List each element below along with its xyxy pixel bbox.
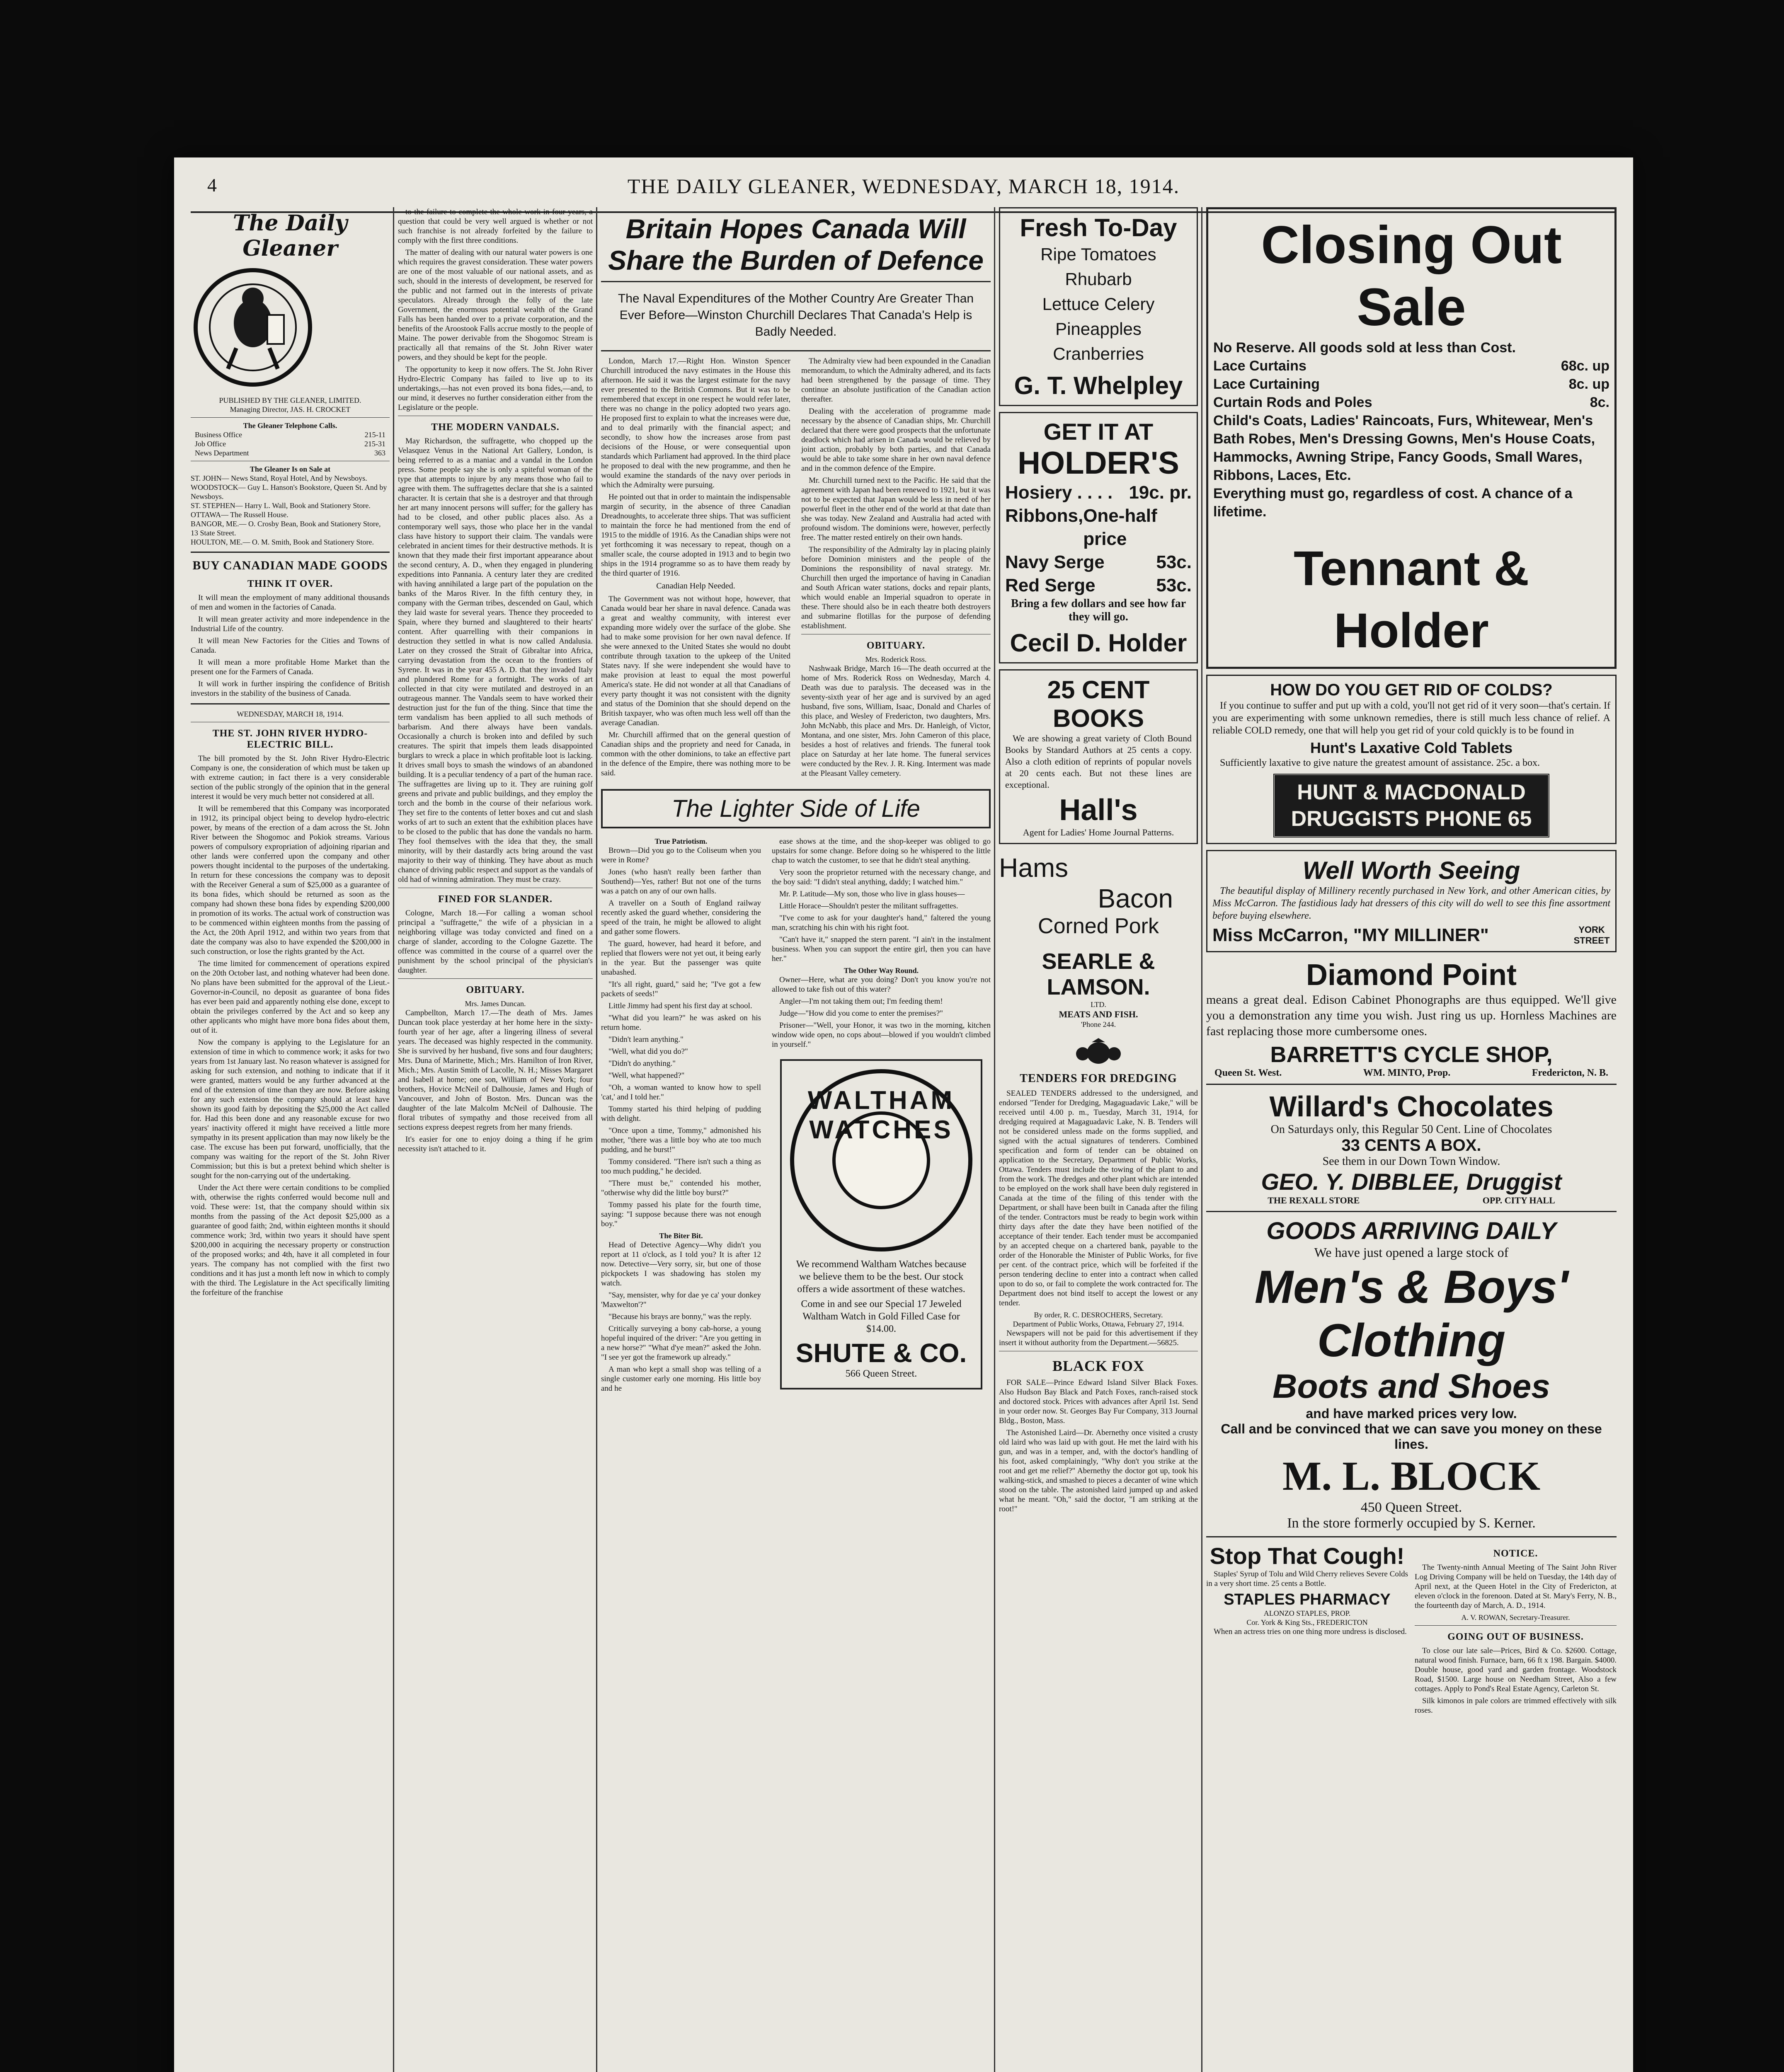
- royal-arms-icon: [1074, 1037, 1123, 1066]
- whelpley-firm: G. T. Whelpley: [1014, 372, 1183, 399]
- joke-line: "Say, mensister, why for dae ye ca' your donkey 'Maxwelton'?": [601, 1291, 761, 1309]
- chocolates-text: On Saturdays only, this Regular 50 Cent. Line of Chocolates: [1270, 1123, 1552, 1136]
- publisher: PUBLISHED BY THE GLEANER, LIMITED.: [219, 396, 361, 404]
- obituary-headline: OBITUARY.: [466, 985, 525, 995]
- ml-block-firm: M. L. BLOCK: [1282, 1453, 1541, 1499]
- editorial-paragraph: The opportunity to keep it now offers. The St. John River Hydro-Electric Company has failed to live up to its undertakings,—has not even proved its bona fides,—and, to our mind, it deserves no further consideration either from the Legislature or the people.: [398, 365, 593, 412]
- joke-line: Head of Detective Agency—Why didn't you report at 11 o'clock, as I told you? It is after 12 now. Detective—Very sorry, sir, but one of those pickpockets I was shadowing has stolen my watch.: [601, 1241, 761, 1288]
- article-subhead: Canadian Help Needed.: [656, 581, 735, 591]
- tennant-holder-firm: Tennant & Holder: [1293, 541, 1529, 658]
- notice-ad: [1415, 1542, 1617, 1718]
- watch-ad-offer: Come in and see our Special 17 Jeweled Waltham Watch in Gold Filled Case for $14.00.: [801, 1299, 962, 1334]
- notice-signature: A. V. ROWAN, Secretary-Treasurer.: [1461, 1613, 1570, 1622]
- lead-article: [601, 356, 991, 781]
- masthead: THE DAILY GLEANER, WEDNESDAY, MARCH 18, 1914.: [627, 174, 1180, 198]
- willards-chocolates: Willard's Chocolates: [1269, 1090, 1554, 1123]
- joke-line: The guard, however, had heard it before, and replied that flowers were not yet out, it being early in the year. But the passenger was quite unabashed.: [601, 939, 761, 977]
- mccarron-footer: [1212, 925, 1610, 946]
- joke-line: "What did you learn?" he was asked on his return home.: [601, 1014, 761, 1032]
- telephone-row: News Department 363: [195, 449, 385, 457]
- divider: [1206, 1536, 1617, 1537]
- chocolates-note: See them in our Down Town Window.: [1322, 1155, 1500, 1168]
- goods-text: We have just opened a large stock of: [1314, 1245, 1509, 1260]
- lead-headline-line-2: Share the Burden of Defence: [608, 245, 984, 276]
- editorial-paragraph: The matter of dealing with our natural water powers is one which requires the gravest consideration. These water powers are one of the most valuable of our national assets, and as such, should in the interests of development, be reserved for the public and not farmed out in the interests of private speculators. Already through the folly of the late Government, the enormous potential wealth of the Grand Falls has been handed over to a private corporation, and the benefits of the Aroostook Falls accrue mostly to the people of Maine. The power derivable from the Shogomoc Stream is practically all that remains of the St. John River water powers, and they should be kept for the people.: [398, 248, 593, 362]
- divider: [191, 552, 390, 553]
- halls-books-ad: [999, 669, 1198, 844]
- sale-line: Lace Curtains 68c. up: [1213, 358, 1609, 374]
- column-5: [1206, 207, 1617, 1718]
- watch-ad-text: We recommend Waltham Watches because we believe them to be the best. Our stock offers a wide assortment of these watches.: [796, 1259, 967, 1295]
- joke-line: Prisoner—"Well, your Honor, it was two in the morning, kitchen window wide open, no cops about—blowed if you wouldn't climbed in yourself.": [772, 1021, 991, 1049]
- closing-out-sale-ad: [1206, 207, 1617, 669]
- joke-line: Little Horace—Shouldn't pester the militant suffragettes.: [779, 902, 958, 910]
- fresh-item: Pineapples: [1055, 319, 1142, 339]
- telephone-row: Business Office 215-11: [195, 431, 385, 439]
- column-rule: [393, 207, 394, 2072]
- column-3: [601, 207, 991, 1399]
- think-line: It will mean a more profitable Home Market than the present one for the Farmers of Canada.: [191, 658, 390, 676]
- joke-line: A traveller on a South of England railway recently asked the guard whether, considering the speed of the train, he might be allowed to alight and gather some flowers.: [601, 899, 761, 936]
- on-sale-item: BANGOR, ME.— O. Crosby Bean, Book and Stationery Store, 13 State Street.: [191, 520, 381, 537]
- think-line: It will work in further inspiring the confidence of British investors in the stability of the business of Canada.: [191, 680, 390, 698]
- black-fox-text: FOR SALE—Prince Edward Island Silver Black Foxes. Also Hudson Bay Black and Patch Foxes, ranch-raised stock and doctored stock. Prices with advances after April 1st. Send in your order now. St. Georges Bay Fur Company, 313 Journal Bldg., Boston, Mass.: [999, 1378, 1198, 1425]
- holders-note: Bring a few dollars and see how far they will go.: [1011, 597, 1186, 623]
- mccarron-ad: [1206, 850, 1617, 952]
- lead-article-right: [801, 356, 991, 781]
- tenders-note: Newspapers will not be paid for this advertisement if they insert it without authority from the Department.—56825.: [999, 1329, 1198, 1347]
- doctor-anecdote: The Astonished Laird—Dr. Abernethy once visited a crusty old laird who was laid up with gout. He met the laird with his gun, and was in a temper, and, with the doctor's handling of his foot, asked complainingly, "Why don't you strike at the root and get me relief?" Abernethy the doctor got up, took his walking-stick, and smashed to pieces a decanter of wine which stood on the table. The astonished laird jumped up and asked what he meant. "Oh," said the doctor, "I am striking at the root!": [999, 1428, 1198, 1513]
- well-worth-seeing: Well Worth Seeing: [1302, 857, 1520, 884]
- think-line: It will mean greater activity and more independence in the Industrial Life of the country.: [191, 615, 390, 633]
- obituary-paragraph: Campbellton, March 17.—The death of Mrs. James Duncan took place yesterday at her home here in the sixty-fourth year of her age, after a lingering illness of several years. The deceased was highly respected in the community. She is survived by her husband, five sons and four daughters; Mrs. Duna of Marinette, Mich.; Mrs. Hamilton of Iron River, Mich.; Mrs. Austin Smith of Lacolle, N. H.; Misses Margaret and Isabell at home; one son, William of New York; four brothers, Hovice McNeil of Dalhousie, James and Hugh of Vancouver, and John of Boston. Mrs. Duncan was the daughter of the late Malcolm McNeil of Dalhousie. The floral tributes of sympathy and those received from all sections express deepest regrets from her many friends.: [398, 1009, 593, 1132]
- meats-line: MEATS AND FISH.: [1059, 1009, 1138, 1019]
- closing-line: It's easier for one to enjoy doing a thing if he grim necessity isn't attached to it.: [398, 1135, 593, 1153]
- goods-arriving-daily: GOODS ARRIVING DAILY: [1266, 1218, 1556, 1244]
- divider: [1206, 1211, 1617, 1212]
- column-rule: [1201, 207, 1202, 2072]
- watch-ad-address: 566 Queen Street.: [845, 1368, 917, 1379]
- joke-line: "Well, what did you do?": [608, 1047, 688, 1056]
- joke-title: True Patriotism.: [654, 837, 708, 845]
- lead-headline: [601, 213, 991, 276]
- joke-line: "Oh, a woman wanted to know how to spell 'cat,' and I told her.": [601, 1083, 761, 1101]
- slander-paragraph: Cologne, March 18.—For calling a woman school principal a "suffragette," the wife of a physician in a neighboring village was today convicted and fined on a charge of slander, according to the Cologne Gazette. The offence was committed in the course of a quarrel over the punishment by the school principal of the physician's daughter.: [398, 909, 593, 975]
- article-paragraph: He pointed out that in order to maintain the indispensable margin of security, in the absence of three Canadian Dreadnoughts, to accelerate three ships. That was sufficient to maintain the force he had mentioned from the end of 1915 to the middle of 1916. As the Canadian ships were not yet forthcoming it was necessary to repeat, though on a smaller scale, the course adopted in 1913 and to begin two ships in the 1914 programme so as to have them ready by the third quarter of 1916.: [601, 493, 790, 578]
- editorial-paragraph: Now the company is applying to the Legislature for an extension of time in which to commence work; it asks for two years from 1st January last. No reason whatever is assigned for asking for such extension, and nothing to indicate that if it were granted, matters would be any further advanced at the end of the extension of time than they are now. Before asking for any such extension the company should at least have shown its good faith by depositing the $25,000 the Act called for. Had this been done and any reasonable excuse for two years' inactivity offered it might have received a little more sympathy in its present application than may now likely be the case. The excuse has been put forward, unofficially, that the company was waiting for the report of the St. John River Commission; but this is but a pretext behind which shelter is sought for the non-carrying out of the undertaking.: [191, 1038, 390, 1180]
- york-street: YORK STREET: [1573, 925, 1610, 946]
- divider: [398, 978, 593, 979]
- article-paragraph: The Government was not without hope, however, that Canada would bear her share in naval defence. Canada was a great and wealthy community, with interest ever expanding more widely over the surface of the globe. She had to make some provision for her own naval defence. If she were annexed to the United States she would no doubt contribute through taxation to the upkeep of the United States navy. If she were independent she would have to make provision at least to equal the most powerful America's state. He did not wonder at all that Canadians of every party thought it was not consistent with the dignity and status of the Dominion that she should depend on the British taxpayer, who was often much less well off than the average Canadian.: [601, 595, 790, 727]
- fresh-item: Ripe Tomatoes: [1040, 244, 1156, 264]
- cough-text: Staples' Syrup of Tolu and Wild Cherry relieves Severe Colds in a very short time. 25 cents a Bottle.: [1206, 1570, 1408, 1588]
- lighter-side: [601, 837, 991, 1399]
- staples-address: Cor. York & King Sts., FREDERICTON: [1246, 1618, 1368, 1627]
- telephone-row: Job Office 215-31: [195, 440, 385, 448]
- fresh-today-title: Fresh To-Day: [1020, 214, 1177, 242]
- fresh-item: Lettuce Celery: [1042, 294, 1155, 314]
- joke-line: Little Jimmy had spent his first day at school.: [608, 1002, 752, 1010]
- joke-line: ease shows at the time, and the shop-keeper was obliged to go upstairs for some change. Before doing so he whispered to the little chap to watch the customer, to see that he didn't steal anything.: [772, 837, 991, 865]
- tenders-text: SEALED TENDERS addressed to the undersigned, and endorsed "Tender for Dredging, Magaguadavic Lake," will be received until 4.00 p. m., Tuesday, March 31, 1914, for dredging required at Magaguadavic Lake, N. B. Tenders will not be considered unless made on the forms supplied, and signed with the actual signatures of tenderers. Combined specification and form of tender can be obtained on application to the Secretary, Department of Public Works, Ottawa. Tenders must include the towing of the plant to and from the work. The dredges and other plant which are intended to be employed on the work shall have been duly registered in Canada at the time of the filing of this tender with the Department, or shall have been built in Canada after the filing of the tender. Contractors must be ready to begin work within thirty days after the date they have been notified of the acceptance of their tender. Each tender must be accompanied by an accepted cheque on a chartered bank, payable to the order of the Honorable the Minister of Public Works, for five per cent. of the contract price, which will be forfeited if the person tendering decline to enter into a contract when called upon to do so, or fail to complete the work contracted for. The Department does not bind itself to accept the lowest or any tender.: [999, 1089, 1198, 1307]
- price-row: Red Serge 53c.: [1005, 575, 1192, 595]
- druggists-banner: HUNT & MACDONALD DRUGGISTS PHONE 65: [1273, 773, 1550, 838]
- tenders-department: Department of Public Works, Ottawa, February 27, 1914.: [1013, 1320, 1184, 1328]
- colds-price: Sufficiently laxative to give nature the greatest amount of assistance. 25c. a box.: [1220, 758, 1540, 768]
- column-1: [191, 207, 390, 1300]
- joke-line: "Once upon a time, Tommy," admonished his mother, "there was a little boy who ate too much pudding, and he burst!": [601, 1126, 761, 1154]
- managing-director: Managing Director, JAS. H. CROCKET: [230, 405, 351, 414]
- notice-headline: NOTICE.: [1493, 1548, 1538, 1559]
- going-out-of-business: GOING OUT OF BUSINESS.: [1447, 1631, 1584, 1642]
- whelpley-ad: [999, 207, 1198, 406]
- on-sale-heading: The Gleaner Is on Sale at: [250, 465, 331, 473]
- price-row: Ribbons, One-half price: [1005, 506, 1157, 549]
- holders-title: HOLDER'S: [1018, 445, 1179, 481]
- tenders-headline: TENDERS FOR DREDGING: [1020, 1072, 1177, 1085]
- page-header: [174, 170, 1633, 203]
- editorial-headline: THE ST. JOHN RIVER HYDRO-ELECTRIC BILL.: [212, 728, 368, 750]
- staples-ad: [1206, 1542, 1408, 1718]
- lighter-side-left: [601, 837, 761, 1399]
- sale-line: Curtain Rods and Poles 8c.: [1213, 395, 1609, 410]
- black-fox-headline: BLACK FOX: [1052, 1358, 1144, 1374]
- divider: [601, 350, 991, 351]
- goods-call: Call and be convinced that we can save you money on these lines.: [1221, 1421, 1602, 1452]
- price-row: Hosiery . . . . 19c. pr.: [1005, 482, 1192, 503]
- cycle-shop-details: Queen St. West. WM. MINTO, Prop. Fredericton, N. B.: [1214, 1067, 1608, 1078]
- staples-pharmacy: STAPLES PHARMACY: [1224, 1591, 1391, 1608]
- lead-headline-line-1: Britain Hopes Canada Will: [625, 213, 966, 244]
- mccarron-firm: Miss McCarron, "MY MILLINER": [1212, 925, 1489, 945]
- newspaper-page: [174, 157, 1633, 2072]
- waltham-watch-ad: [780, 1059, 982, 1389]
- price-row: Navy Serge 53c.: [1005, 552, 1192, 572]
- joke-line: "I've come to ask for your daughter's hand," faltered the young man, scratching his chin with his right foot.: [772, 914, 991, 932]
- on-sale-item: ST. JOHN— News Stand, Royal Hotel, And by Newsboys.: [191, 474, 367, 482]
- meat-item: Corned Pork: [1038, 914, 1159, 938]
- article-paragraph: The Admiralty view had been expounded in the Canadian memorandum, to which the Admiralty adhered, and its facts had been strengthened by the passage of time. They continue an absolute justification of the Canadian action thereafter.: [801, 357, 991, 404]
- nameplate: The Daily Gleaner: [233, 211, 348, 261]
- lighter-side-headline: The Lighter Side of Life: [601, 789, 991, 828]
- divider: [191, 417, 390, 418]
- chocolates-price: 33 CENTS A BOX.: [1341, 1136, 1481, 1155]
- article-paragraph: Mr. Churchill affirmed that on the general question of Canadian ships and the propriety and need for Canada, in common with the other dominions, to take an effective part in the defence of the Empire, there was nothing more to be said.: [601, 731, 790, 777]
- joke-line: "Didn't learn anything.": [608, 1035, 684, 1044]
- goods-prices: and have marked prices very low.: [1306, 1406, 1517, 1421]
- bottom-ads: [1206, 1542, 1617, 1718]
- staples-prop: ALONZO STAPLES, PROP.: [1263, 1609, 1351, 1617]
- column-2: [398, 207, 593, 1156]
- on-sale-item: ST. STEPHEN— Harry L. Wall, Book and Stationery Store.: [191, 501, 371, 510]
- business-note: Silk kimonos in pale colors are trimmed effectively with silk roses.: [1415, 1697, 1617, 1715]
- sale-line: No Reserve. All goods sold at less than Cost.: [1213, 340, 1516, 356]
- think-it-over: THINK IT OVER.: [247, 579, 333, 589]
- halls-agent: Agent for Ladies' Home Journal Patterns.: [1023, 827, 1174, 838]
- joke-line: Angler—I'm not taking them out; I'm feeding them!: [779, 997, 943, 1006]
- meats-phone: 'Phone 244.: [1081, 1020, 1116, 1029]
- get-it-at: GET IT AT: [1043, 419, 1154, 445]
- colds-text: If you continue to suffer and put up with a cold, you'll not get rid of it very soon—that's certain. If you are experimenting with some unknown remedies, there is still much less chance of relief. A reliable COLD remedy, one that will help you get rid of your cold quickly is to be found in: [1212, 700, 1610, 736]
- pocket-watch-icon: [790, 1069, 972, 1251]
- think-line: It will mean the employment of many additional thousands of men and women in the factories of Canada.: [191, 593, 390, 612]
- stop-that-cough: Stop That Cough!: [1210, 1543, 1405, 1569]
- buy-canadian-heading: BUY CANADIAN MADE GOODS: [192, 559, 388, 572]
- editorial-paragraph: The bill promoted by the St. John River Hydro-Electric Company is one, the consideration of which must be taken up with extreme caution; in fact there is a very considerable section of the public strongly of the opinion that in the general interest it would be very much better not considered at all.: [191, 754, 390, 801]
- editorial-paragraph: Under the Act there were certain conditions to be complied with, otherwise the rights conferred would become null and void. These were: 1st, that the company should within six months from the passing of the Act deposit $25,000 as a guarantee of good faith; 2nd, within eighteen months it should commence work; 3rd, within two years it should have spent $200,000 in acquiring the necessary property or construction of the proposed works; and 4th, have it all completed in four years. The company has not complied with the first two conditions and it has just a month left now in which to comply with the third. The Legislature in the Act specifically limiting the forfeiture of the franchise: [191, 1184, 390, 1297]
- barretts-cycle-shop: BARRETT'S CYCLE SHOP,: [1270, 1042, 1553, 1067]
- divider: [191, 703, 390, 704]
- fresh-item: Cranberries: [1053, 344, 1144, 363]
- books-text: We are showing a great variety of Cloth Bound Books by Standard Authors at 25 cents a copy. Also a cloth edition of reprints of popular novels at 20 cents each. But not these lines are exceptional.: [1005, 733, 1192, 790]
- business-text: To close our late sale—Prices, Bird & Co. $2600. Cottage, natural wood finish. Furnace, barn, 66 ft x 198. Bargain. $4000. Double house, good yard and garden frontage. Woodstock Road, $1500. Large house on Needham Street, Also a few cottages. Apply to Pond's Real Estate Agency, Carleton St.: [1415, 1646, 1617, 1693]
- ml-block-note: In the store formerly occupied by S. Kerner.: [1287, 1515, 1536, 1531]
- searle-lamson-firm: SEARLE & LAMSON.: [1042, 949, 1155, 1000]
- books-title: 25 CENT BOOKS: [1047, 676, 1150, 732]
- on-sale-item: WOODSTOCK— Guy L. Hanson's Bookstore, Queen St. And by Newsboys.: [191, 483, 387, 501]
- sale-note: Everything must go, regardless of cost. A chance of a lifetime.: [1213, 486, 1573, 520]
- boots-and-shoes: Boots and Shoes: [1273, 1368, 1550, 1405]
- column-4: [999, 207, 1198, 1516]
- divider: [601, 281, 991, 282]
- hunt-macdonald-ad: [1206, 675, 1617, 844]
- meat-item: Hams: [999, 853, 1069, 883]
- joke-line: Critically surveying a bony cab-horse, a young hopeful inquired of the driver: "Are you getting in a new horse?" "What d'ye mean?" asked the John. "I see yer got the framework up already.": [601, 1324, 761, 1362]
- page-number: 4: [207, 174, 217, 196]
- joke-line: Tommy passed his plate for the fourth time, saying: "I suppose because there was not enough boy.": [601, 1201, 761, 1228]
- joke-line: Brown—Did you go to the Coliseum when you were in Rome?: [601, 846, 761, 864]
- gleaner-emblem-icon: [191, 265, 315, 390]
- joke-title: The Biter Bit.: [659, 1232, 703, 1240]
- fresh-item: Rhubarb: [1065, 269, 1132, 289]
- holder-firm: Cecil D. Holder: [1010, 629, 1187, 657]
- vandals-headline: THE MODERN VANDALS.: [431, 422, 560, 433]
- lighter-side-right: [772, 837, 991, 1399]
- editorial-paragraph: It will be remembered that this Company was incorporated in 1912, its principal object being to develop hydro-electric power, by means of the erection of a dam across the St. John River between the Shogomoc and Pokiok streams. Various powers of compulsory expropriation of adjoining riparian and other lands were conferred upon the company and other powers thought incidental to the purposes of the undertaking. In return for these concessions the company was to deposit with the Receiver General a sum of $25,000 as a guarantee of its bona fides, which should be returned as soon as the company had shown these bona fides by expending $200,000 in promotion of its works. The actual work of construction was to be commenced within eighteen months from the passing of the Act, the 20th April 1912, and within two years from that date the company was also to have expended the $200,000 in such construction, or lose the rights granted by the Act.: [191, 804, 390, 956]
- joke-line: A man who kept a small shop was telling of a single customer early one morning. His little boy and he: [601, 1365, 761, 1393]
- vandals-paragraph: May Richardson, the suffragette, who chopped up the Velasquez Venus in the National Art Gallery, London, is being referred to as a maniac and a vandal in the London press. Some people say she is only a spiteful woman of the type that attempts to injure by any means those who fail to agree with them. The suffragettes declare that she is a sainted character. It is certain that she is a destroyer and that through her art many innocent persons will suffer; for the gallery has had to be closed, and other public places also. As a contemporary well says, those who place her in the vandal class have history to support their claim. The vandals were celebrated in ancient times for their destructive methods. It is known that they made their first important appearance about the second century, A. D., when they engaged in plundering expeditions into Pannania. A century later they are credited with having annihilated a large part of the population on the banks of the Maros River. In the fifth century they, in company with the German tribes, descended on Gaul, which they laid waste for several years. Thence they proceeded to Spain, where they burned and slaughtered to their hearts' content. After quarrelling with their companions in destruction they settled in what is now called Andalusia. Later on they crossed the Strait of Gibraltar into Africa, carrying devastation from the ocean to the frontiers of Syrene. It was in the year 455 A. D. that they invaded Italy and plundered Rome for a fortnight. The works of art collected in that city were mutilated and destroyed in an outrageous manner. The Vandals seem to have worked their destruction just for the fun of the thing. Since that time the term vandalism has been applied to all such methods of barbarism. And there always have been vandals. Occasionally a church is broken into and defiled by such creatures. The spirit that impels them leads disappointed burglars to wreck a place in which profitable loot is lacking. It drives small boys to smash the windows of an abandoned building. It is a peculiar tendency of a part of the human race. The suffragettes are living up to it. They are ruining golf greens and private and public buildings, and they employ the torch and the bomb in the course of their nefarious work. They set fire to the contents of letter boxes and cut and slash works of art to such an extent that the exhibition places have to be closed to the public that has done the vandals no harm. They fool themselves with the idea that they, the small minority, will by their dastardly acts bring around the vast majority to their way of thinking. They have about as much chance of driving public respect and support as the vandals of old had of winning admiration. They must be crazy.: [398, 437, 593, 884]
- searle-lamson-ad: [999, 852, 1198, 1029]
- joke-line: "It's all right, guard," said he; "I've got a few packets of seeds!": [601, 980, 761, 998]
- joke-line: "Didn't do anything.": [608, 1059, 676, 1068]
- on-sale-item: OTTAWA— The Russell House.: [191, 511, 288, 519]
- colds-headline: HOW DO YOU GET RID OF COLDS?: [1270, 681, 1553, 699]
- joke-line: "Because his brays are bonny," was the reply.: [608, 1312, 751, 1321]
- closing-out-sale-title: Closing Out Sale: [1261, 215, 1562, 337]
- article-paragraph: Mr. Churchill turned next to the Pacific. He said that the agreement with Japan had been renewed to 1921, but it was not to be expected that Japan would be less in need of her powerful fleet in the other end of the world at that date than she was today. New Zealand and Australia had acted with profound wisdom. The dominions were, however, perfectly free. The matter rested entirely on their own hands.: [801, 476, 991, 542]
- notice-text: The Twenty-ninth Annual Meeting of The Saint John River Log Driving Company will be held on Tuesday, the 14th day of April next, at the Queen Hotel in the City of Fredericton, at eleven o'clock in the forenoon. Dated at St. Mary's Ferry, N. B., the fourteenth day of March, A. D., 1914.: [1415, 1563, 1617, 1610]
- obituary-name: Mrs. James Duncan.: [465, 1000, 526, 1008]
- lead-subhead: The Naval Expenditures of the Mother Country Are Greater Than Ever Before—Winston Churchill Declares That Canada's Help is Badly Needed.: [618, 292, 974, 339]
- joke-line: Tommy started his third helping of pudding with delight.: [601, 1105, 761, 1123]
- joke-line: Judge—"How did you come to enter the premises?": [779, 1009, 943, 1018]
- watch-ad-firm: SHUTE & CO.: [795, 1338, 967, 1368]
- dibblee-details: THE REXALL STORE OPP. CITY HALL: [1268, 1195, 1555, 1205]
- joke-line: Very soon the proprietor returned with the necessary change, and the boy said: "I didn't steal anything, daddy; I watched him.": [772, 868, 991, 886]
- lead-article-left: [601, 356, 790, 781]
- obituary-headline: OBITUARY.: [866, 640, 926, 651]
- think-line: It will mean New Factories for the Cities and Towns of Canada.: [191, 637, 390, 655]
- mens-boys: Men's & Boys': [1254, 1261, 1568, 1313]
- article-paragraph: Dealing with the acceleration of programme made necessary by the absence of Canadian ships, Mr. Churchill declared that there were good prospects that the unfortunate deadlock which had arisen in Canada would be relieved by joint action, probably by both parties, and that Canada would be able to take some share in her own naval defence and in the common defence of the Empire.: [801, 407, 991, 473]
- article-paragraph: The responsibility of the Admiralty lay in placing plainly before Dominion ministers and the people of the Dominions the responsibility of naval strategy. Mr. Churchill then urged the importance of having in Canadian and South African water stations, docks and repair plants, which would enable an Imperial squadron to operate in these. There should also be in each theatre both destroyers and submarine flotillas for the purpose of defending establishment.: [801, 545, 991, 630]
- dateline: WEDNESDAY, MARCH 18, 1914.: [237, 710, 344, 718]
- joke-line: "Well, what happened?": [608, 1071, 685, 1080]
- joke-line: "There must be," contended his mother, "otherwise why did the little boy burst?": [601, 1179, 761, 1197]
- sale-line: Lace Curtaining 8c. up: [1213, 376, 1609, 392]
- diamond-point-text: means a great deal. Edison Cabinet Phonographs are thus equipped. We'll give you a demonstration any time you wish. Just ring us up. Hornless Machines are fast replacing those more cumbersome ones.: [1206, 993, 1617, 1038]
- editorial-paragraph: The time limited for commencement of operations expired on the 20th October last, and nothing whatever had been done. No plans have been submitted for the approval of the Lieut.-Governor-in-Council, no deposit as guarantee of bona fides has ever been paid and apparently nothing else done, except to obtain the privileges conferred by the Act and so keep any other applicants who might have more bona fides about them, out of it.: [191, 959, 390, 1035]
- joke-line: Tommy considered. "There isn't such a thing as too much pudding," he decided.: [601, 1157, 761, 1176]
- ml-block-address: 450 Queen Street.: [1360, 1500, 1462, 1515]
- staples-note: When an actress tries on one thing more undress is disclosed.: [1214, 1627, 1407, 1636]
- meat-item: Bacon: [1098, 884, 1173, 913]
- tenders-signature: By order, R. C. DESROCHERS, Secretary.: [1034, 1311, 1163, 1319]
- colds-product: Hunt's Laxative Cold Tablets: [1310, 739, 1513, 756]
- seeing-text: The beautiful display of Millinery recently purchased in New York, and other American cities, by Miss McCarron. The fastidious lady hat dressers of this city will do well to see this fine assortment before buying elsewhere.: [1212, 886, 1610, 921]
- divider: [1415, 1625, 1617, 1626]
- column-rule: [994, 207, 995, 2072]
- diamond-point-headline: Diamond Point: [1306, 959, 1517, 992]
- joke-line: "Can't have it," snapped the stern parent. "I ain't in the instalment business. When you can support the entire girl, then you can have her.": [772, 935, 991, 963]
- sale-text: Child's Coats, Ladies' Raincoats, Furs, Whitewear, Men's Bath Robes, Men's Dressing Gowns, Men's House Coats, Hammocks, Awning Stripe, Fancy Goods, Small Wares, Ribbons, Laces, Etc.: [1213, 413, 1595, 483]
- joke-line: Owner—Here, what are you doing? Don't you know you're not allowed to take fish out of this water?: [772, 975, 991, 994]
- editorial-paragraph: to the failure to complete the whole work in four years, a question that could be very well argued is whether or not such franchise is not already forfeited by the failure to comply with the first three conditions.: [398, 208, 593, 245]
- slander-headline: FINED FOR SLANDER.: [438, 894, 553, 905]
- column-rule: [596, 207, 597, 2072]
- obituary-name: Mrs. Roderick Ross.: [865, 655, 927, 663]
- on-sale-item: HOULTON, ME.— O. M. Smith, Book and Stationery Store.: [191, 538, 374, 546]
- holder-ad: [999, 412, 1198, 663]
- halls-firm: Hall's: [1059, 794, 1138, 827]
- clothing: Clothing: [1317, 1314, 1506, 1366]
- joke-line: Mr. P. Latitude—My son, those who live in glass houses—: [779, 890, 965, 898]
- divider: [1206, 1084, 1617, 1085]
- dibblee-druggist: GEO. Y. DIBBLEE, Druggist: [1261, 1169, 1562, 1195]
- joke-title: The Other Way Round.: [844, 966, 919, 975]
- watch-brand: WALTHAM WATCHES: [807, 1086, 955, 1144]
- telephone-heading: The Gleaner Telephone Calls.: [243, 421, 337, 430]
- joke-line: Jones (who hasn't really been farther than Southend)—Yes, rather! But not one of the turns was a patch on any of our own halls.: [601, 868, 761, 896]
- searle-lamson-sub: LTD.: [1091, 1000, 1106, 1009]
- article-paragraph: London, March 17.—Right Hon. Winston Spencer Churchill introduced the navy estimates in the House this afternoon. He said it was the largest estimate for the navy ever presented to the British Commons. But it was to be remembered that except in one respect he would refer later, there was no change in the policy adopted two years ago. He proposed first to explain to what the increases were due, and to deal primarily with the financial aspect; and secondly, to show how the increases arose from past decisions of the House, or were consequential upon standards which Parliament had approved. In the third place he proposed to deal with the new programme, and then he would examine the standards of the navy over periods in which the Admiralty were pursuing.: [601, 357, 790, 489]
- obituary-paragraph: Nashwaak Bridge, March 16—The death occurred at the home of Mrs. Roderick Ross on Wednesday, March 4. Death was due to paralysis. The deceased was in the seventy-sixth year of her age and is survived by an aged husband, five sons, William, Isaac, Donald and Charles of this place, and Wesley of Fredericton, two daughters, Mrs. John McNabb, this place and Mrs. Dr. Hanleigh, of Victor, Montana, and one sister, Mrs. John Cameron of this place, besides a host of relatives and friends. The funeral took place on Saturday at her late home. The funeral services were conducted by the Rev. J. R. King. Interment was made at the Pleasant Valley cemetery.: [801, 664, 991, 778]
